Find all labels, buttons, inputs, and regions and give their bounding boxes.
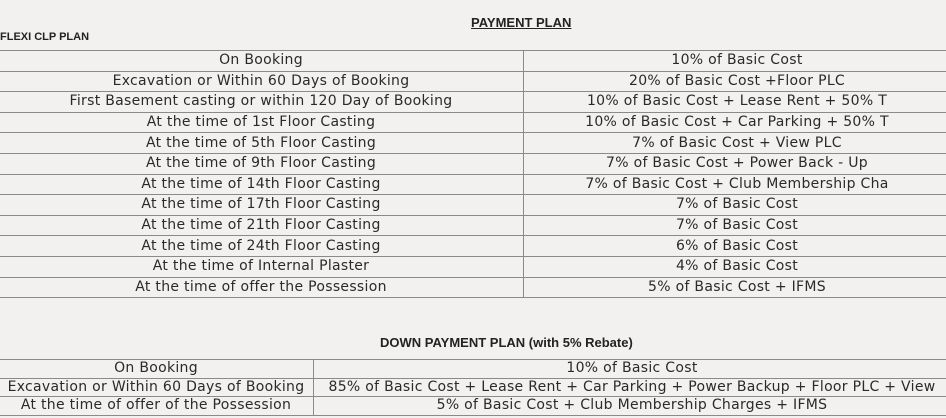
- stage-cell: Excavation or Within 60 Days of Booking: [0, 378, 314, 397]
- payment-cell: 10% of Basic Cost: [314, 360, 946, 379]
- payment-cell: 7% of Basic Cost: [524, 215, 946, 236]
- stage-cell: Excavation or Within 60 Days of Booking: [0, 71, 524, 92]
- payment-cell: 7% of Basic Cost: [524, 195, 946, 216]
- table-row: [0, 397, 946, 416]
- table-row: [0, 174, 946, 195]
- table-row: [0, 51, 946, 72]
- table-row: [0, 112, 946, 133]
- stage-cell: At the time of 5th Floor Casting: [0, 133, 524, 154]
- stage-cell: At the time of 9th Floor Casting: [0, 153, 524, 174]
- payment-cell: 7% of Basic Cost + View PLC: [524, 133, 946, 154]
- stage-cell: At the time of offer the Possession: [0, 277, 524, 298]
- table-row: [0, 92, 946, 113]
- payment-cell: 5% of Basic Cost + Club Membership Charges + IFMS: [314, 397, 946, 416]
- stage-cell: On Booking: [0, 51, 524, 72]
- stage-cell: At the time of 24th Floor Casting: [0, 236, 524, 257]
- payment-plan-table: [0, 50, 946, 298]
- stage-cell: At the time of offer of the Possession: [0, 397, 314, 416]
- payment-cell: 5% of Basic Cost + IFMS: [524, 277, 946, 298]
- table-row: [0, 256, 946, 277]
- payment-cell: 6% of Basic Cost: [524, 236, 946, 257]
- table-row: [0, 153, 946, 174]
- payment-plan-title: PAYMENT PLAN: [471, 15, 572, 30]
- stage-cell: At the time of 17th Floor Casting: [0, 195, 524, 216]
- table-row: [0, 277, 946, 298]
- stage-cell: On Booking: [0, 360, 314, 379]
- stage-cell: At the time of 14th Floor Casting: [0, 174, 524, 195]
- payment-cell: 85% of Basic Cost + Lease Rent + Car Parking + Power Backup + Floor PLC + View: [314, 378, 946, 397]
- stage-cell: At the time of 1st Floor Casting: [0, 112, 524, 133]
- table-row: [0, 236, 946, 257]
- table-row: [0, 71, 946, 92]
- down-payment-plan-title: DOWN PAYMENT PLAN (with 5% Rebate): [380, 335, 633, 350]
- table-row: [0, 195, 946, 216]
- payment-cell: 7% of Basic Cost + Club Membership Cha: [524, 174, 946, 195]
- table-row: [0, 378, 946, 397]
- table-row: [0, 133, 946, 154]
- payment-cell: 10% of Basic Cost: [524, 51, 946, 72]
- payment-cell: 7% of Basic Cost + Power Back - Up: [524, 153, 946, 174]
- stage-cell: First Basement casting or within 120 Day of Booking: [0, 92, 524, 113]
- payment-cell: 4% of Basic Cost: [524, 256, 946, 277]
- payment-cell: 10% of Basic Cost + Lease Rent + 50% T: [524, 92, 946, 113]
- flexi-clp-plan-subtitle: FLEXI CLP PLAN: [0, 31, 90, 43]
- stage-cell: At the time of 21th Floor Casting: [0, 215, 524, 236]
- down-payment-plan-table: [0, 359, 946, 416]
- stage-cell: At the time of Internal Plaster: [0, 256, 524, 277]
- table-row: [0, 360, 946, 379]
- payment-cell: 10% of Basic Cost + Car Parking + 50% T: [524, 112, 946, 133]
- payment-cell: 20% of Basic Cost +Floor PLC: [524, 71, 946, 92]
- table-row: [0, 215, 946, 236]
